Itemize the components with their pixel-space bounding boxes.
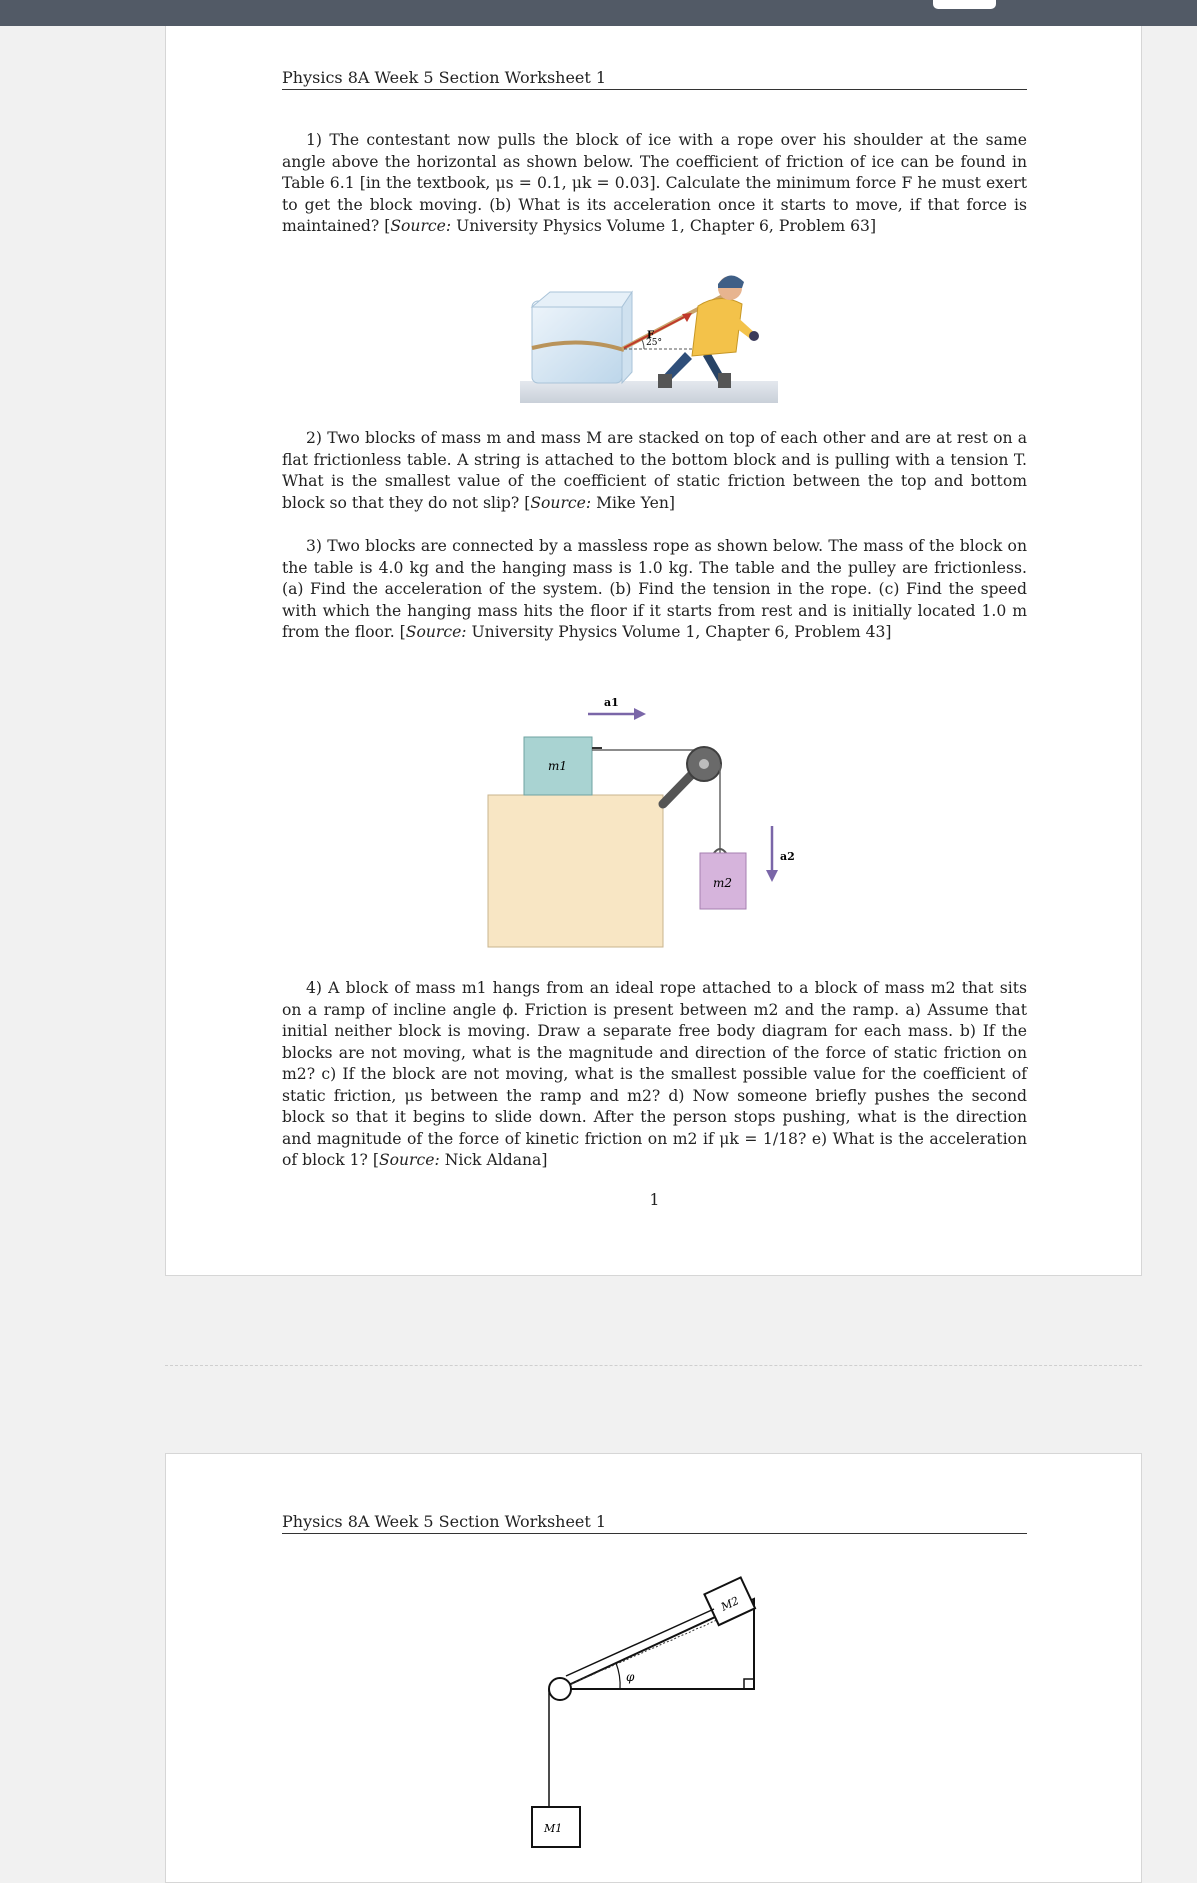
contestant (658, 275, 759, 388)
angle-arc (616, 1663, 620, 1689)
problem-text: Two blocks are connected by a massless rope as shown below. The mass of the block on the table is 4.0 kg and the hanging mass is 1.0 kg. The table and the pulley are frictionless. (a) Find the acceleration of the system. (b) Find the tension in the rope. (c) Find the speed with which the hanging mass hits the floor if it starts from rest and is initially located 1.0 m from the floor. [ (282, 537, 1027, 641)
a2-label: a2 (780, 850, 795, 863)
m1-label: M1 (544, 1822, 563, 1835)
force-label: F (647, 330, 655, 341)
problem-number: 4) (306, 979, 323, 997)
source-text: Nick Aldana] (439, 1151, 548, 1169)
a1-label: a1 (604, 696, 619, 709)
a2-arrowhead (766, 870, 778, 882)
problem-number: 3) (306, 537, 323, 555)
problem-text: A block of mass m1 hangs from an ideal rope attached to a block of mass m2 that sits on a ramp of incline angle ϕ. Friction is present between m2 and the ramp. a) Assume that initial neither block is moving. Draw a separate free body diagram for each mass. b) If the blocks are not moving, what is the magnitude and direction of the force of static friction on m2? c) If the block are not moving, what is the smallest possible value for the coefficient of static friction, μs between the ramp and m2? d) Now someone briefly pushes the second block so that it begins to slide down. After the person stops pushing, what is the direction and magnitude of the force of kinetic friction on m2 if μk = 1/18? e) What is the acceleration of block 1? [ (282, 979, 1027, 1169)
angle-arc (642, 340, 644, 349)
rope-incline (566, 1609, 714, 1676)
m1-label: m1 (548, 759, 568, 773)
pulley (549, 1678, 571, 1700)
pulley-figure (486, 664, 816, 964)
toolbar-input[interactable] (933, 0, 996, 9)
source-text: University Physics Volume 1, Chapter 6, Problem 43] (466, 623, 892, 641)
page-header: Physics 8A Week 5 Section Worksheet 1 (282, 1512, 1027, 1534)
problem-4 (282, 978, 1027, 1172)
source-label: Source: (405, 623, 467, 641)
ramp-figure (546, 1579, 786, 1883)
page-number: 1 (649, 1191, 660, 1209)
problem-1 (282, 130, 1027, 238)
problem-text: The contestant now pulls the block of ice with a rope over his shoulder at the same angle above the horizontal as shown below. The coefficient of friction of ice can be found in Table 6.1 [in the textbook, μs = 0.1, μk = 0.03]. Calculate the minimum force F he must exert to get the block moving. (b) What is its acceleration once it starts to move, if that force is maintained? [ (282, 131, 1027, 235)
floor (520, 381, 778, 403)
a1-arrowhead (634, 708, 646, 720)
problem-number: 2) (306, 429, 323, 447)
source-label: Source: (390, 217, 452, 235)
problem-number: 1) (306, 131, 323, 149)
problem-text: Two blocks of mass m and mass M are stacked on top of each other and are at rest on a flat frictionless table. A string is attached to the bottom block and is pulling with a tension T. What is the smallest value of the coefficient of static friction between the top and bottom block so that they do not slip? [ (282, 429, 1027, 512)
problem-3 (282, 536, 1027, 644)
page-separator (165, 1365, 1142, 1366)
viewer-toolbar (0, 0, 1197, 26)
ice-block (532, 292, 632, 383)
m2-label: m2 (713, 876, 733, 890)
ice-block-figure (520, 256, 780, 406)
table (488, 795, 663, 947)
page-header: Physics 8A Week 5 Section Worksheet 1 (282, 68, 1027, 90)
page-1 (165, 26, 1142, 1276)
source-label: Source: (378, 1151, 440, 1169)
angle-label: φ (626, 1670, 635, 1684)
right-angle-marker (744, 1679, 754, 1689)
source-text: Mike Yen] (591, 493, 675, 512)
m2-label: M2 (718, 1594, 742, 1614)
source-text: University Physics Volume 1, Chapter 6, Problem 63] (451, 217, 877, 235)
angle-label: 25° (646, 338, 662, 348)
pulley-axle (699, 759, 709, 769)
source-label: Source: (530, 493, 592, 512)
problem-2 (282, 428, 1027, 514)
page-2 (165, 1453, 1142, 1883)
